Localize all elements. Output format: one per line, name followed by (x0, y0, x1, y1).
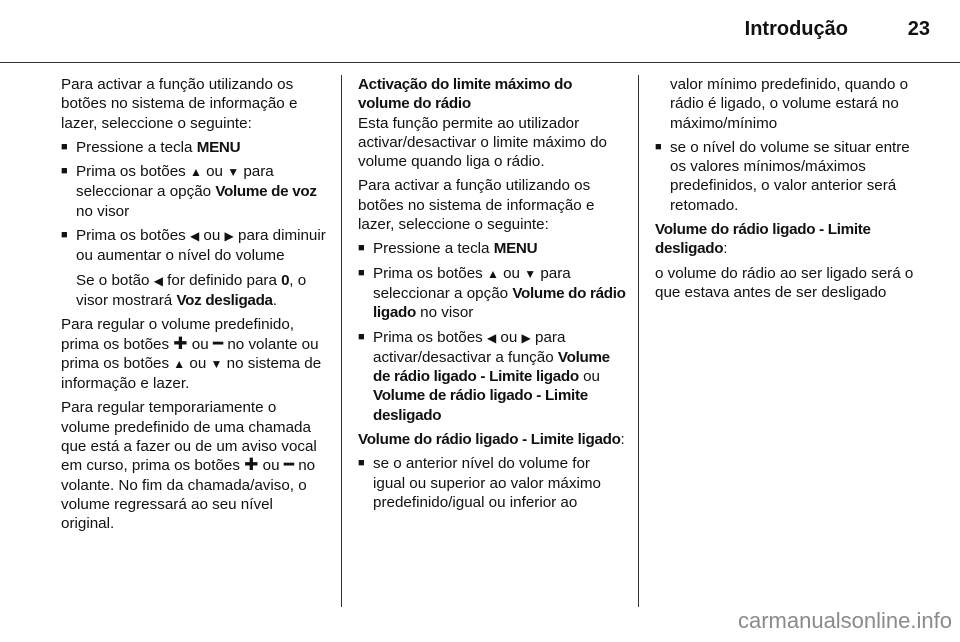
text: se o anterior nível do volume for igual ou superior ao valor máximo predefinido/igual ou inferior ao (373, 455, 601, 511)
subheading (655, 220, 927, 259)
text: ou (496, 328, 522, 346)
column-1 (61, 75, 327, 539)
minus-icon: ━ (212, 333, 224, 353)
paragraph (61, 398, 327, 533)
text: Pressione a tecla (373, 240, 494, 258)
text: Para regular o volume predefinido, prima os botões (61, 316, 295, 353)
text: no volante. No fim da chamada/aviso, o volume regressará ao seu nível original. (61, 457, 316, 533)
list-item (358, 264, 626, 323)
display-message: Voz desligada (176, 291, 273, 309)
text: para activar/desactivar a função (373, 328, 566, 366)
text: : (620, 431, 625, 449)
text: se o nível do volume se situar entre os valores mínimos/máximos predefinidos, o valor anterior será retomado. (670, 138, 910, 214)
up-arrow-icon: ▲ (486, 266, 499, 281)
text: no visor (415, 304, 474, 322)
right-arrow-icon: ▶ (224, 229, 234, 244)
paragraph: Para activar a função utilizando os botões no sistema de informação e lazer, seleccione o seguinte: (358, 177, 595, 234)
left-arrow-icon: ◀ (189, 229, 200, 244)
down-arrow-icon: ▼ (524, 266, 537, 281)
paragraph: o volume do rádio ao ser ligado será o que estava antes de ser desligado (655, 264, 914, 301)
page-number: 23 (907, 18, 930, 40)
left-arrow-icon: ◀ (153, 273, 163, 288)
text: . (272, 291, 277, 309)
option-label: Volume de rádio ligado - Limite desligado (373, 387, 588, 424)
text: Se o botão (76, 271, 154, 289)
plus-icon: ✚ (173, 333, 188, 353)
text: para seleccionar a opção (76, 163, 274, 201)
list-item (358, 454, 626, 512)
value-zero: 0 (281, 271, 290, 289)
subheading-label: Volume do rádio ligado - Limite desligado (655, 221, 871, 258)
menu-key-label: MENU (493, 240, 538, 258)
list-item (61, 226, 327, 266)
list-note (61, 271, 327, 311)
text: ou (578, 368, 600, 386)
column-divider (638, 75, 639, 607)
down-arrow-icon: ▼ (227, 165, 240, 180)
text: : (723, 240, 728, 258)
option-label: Volume de rádio ligado - Limite ligado (373, 348, 610, 386)
text: , o visor mostrará (76, 271, 307, 309)
text: ou (199, 227, 225, 245)
text: para seleccionar a opção (373, 264, 571, 302)
header-rule (0, 62, 960, 63)
list-item (61, 138, 327, 157)
column-2 (358, 75, 626, 517)
text: Prima os botões (373, 264, 487, 282)
text: Prima os botões (76, 163, 190, 181)
text: no volante ou prima os botões (61, 335, 319, 372)
list-item (61, 162, 327, 221)
down-arrow-icon: ▼ (210, 356, 223, 371)
list-item-continuation (655, 75, 927, 133)
text: ou (187, 335, 213, 353)
list-item (655, 138, 927, 215)
column-divider (341, 75, 342, 607)
option-label: Volume do rádio ligado (373, 284, 626, 322)
list-item (358, 328, 626, 425)
text: ou (185, 354, 211, 372)
option-label: Volume de voz (215, 183, 317, 201)
paragraph: Esta função permite ao utilizador activar/desactivar o limite máximo do volume quando liga o rádio. (358, 114, 607, 171)
text: Pressione a tecla (76, 138, 197, 156)
right-arrow-icon: ▶ (521, 330, 531, 345)
text: para diminuir ou aumentar o nível do volume (76, 227, 326, 265)
text: for definido para (162, 271, 282, 289)
text: ou (201, 163, 228, 181)
up-arrow-icon: ▲ (173, 356, 186, 371)
list-item (358, 239, 626, 258)
left-arrow-icon: ◀ (486, 330, 497, 345)
menu-key-label: MENU (196, 138, 241, 156)
text: Para regular temporariamente o volume predefinido de uma chamada que está a fazer ou de um aviso vocal em curso, prima os botões (61, 399, 317, 475)
text: no sistema de informação e lazer. (61, 354, 322, 393)
text: Prima os botões (373, 328, 487, 346)
section-heading: Activação do limite máximo do volume do rádio (358, 76, 573, 113)
text: valor mínimo predefinido, quando o rádio é ligado, o volume estará no máximo/mínimo (670, 76, 909, 132)
paragraph (61, 315, 327, 393)
text: ou (498, 264, 525, 282)
minus-icon: ━ (283, 455, 295, 475)
page-header-title: Introdução (744, 18, 848, 40)
subheading-label: Volume do rádio ligado - Limite ligado (358, 431, 621, 449)
plus-icon: ✚ (244, 455, 259, 475)
up-arrow-icon: ▲ (189, 165, 202, 180)
text: ou (258, 457, 284, 475)
text: no visor (76, 202, 130, 220)
subheading (358, 430, 626, 449)
watermark-text: carmanualsonline.info (737, 608, 952, 633)
column-3 (655, 75, 927, 307)
text: Prima os botões (76, 227, 190, 245)
paragraph: Para activar a função utilizando os botões no sistema de informação e lazer, seleccione o seguinte: (61, 76, 298, 132)
